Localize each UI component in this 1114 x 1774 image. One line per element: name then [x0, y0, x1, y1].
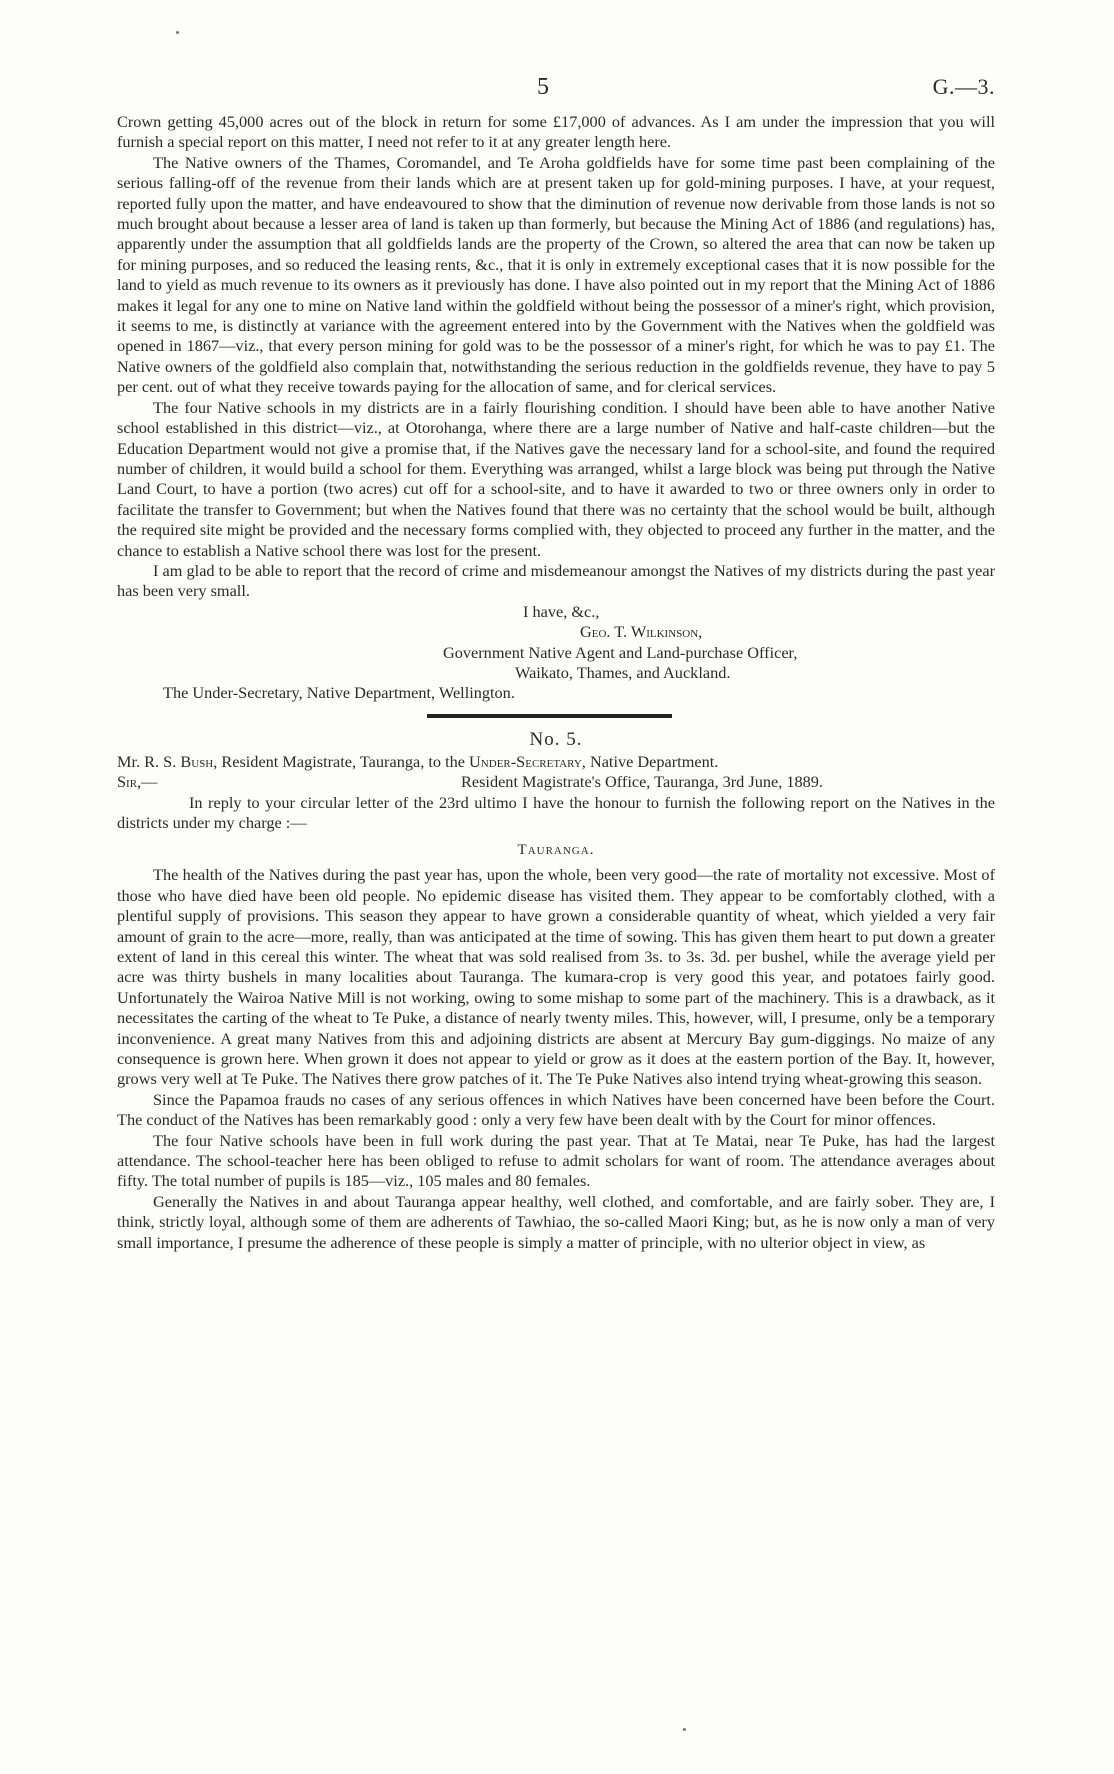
salutation-row [117, 772, 995, 792]
document-reference: G.—3. [932, 74, 995, 99]
letter-from-line [117, 752, 995, 772]
from-name: Bush [180, 751, 214, 771]
salutation: Sir,— [117, 772, 158, 792]
page-number: 5 [537, 74, 549, 100]
paragraph-reply: In reply to your circular letter of the 23rd ultimo I have the honour to furnish the following report on the Natives in the districts under my charge :— [117, 792, 995, 832]
closing: I have, &c., [523, 601, 600, 621]
addressee: The Under-Secretary, Native Department, Wellington. [163, 683, 515, 703]
scan-speck [176, 31, 179, 34]
text-column [117, 112, 995, 1253]
scan-speck [683, 1728, 686, 1731]
from-suffix: , Native Department. [581, 751, 719, 771]
dateline: Resident Magistrate's Office, Tauranga, 3rd June, 1889. [461, 772, 824, 792]
page-header [117, 74, 995, 104]
paragraph-native-schools: The four Native schools in my districts are in a fairly flourishing condition. I should have been able to have another Native school established in this district—viz., at Otorohanga, where there are a large number of Native and half-caste children—but the Education Department would not give a promise that, if the Natives gave the necessary land for a school-site, and found the required number of children, it would build a school for them. Everything was arranged, whilst a large block was being put through the Native Land Court, to have a portion (two acres) cut off for a school-site, and to have it awarded to two or three owners only in order to facilitate the transfer to Government; but when the Natives found that there was no certainty that the school would be built, although the required site might be provided and the necessary forms complied with, they objected to proceed any further in the matter, and the chance to establish a Native school there was lost for the present. [117, 397, 995, 560]
paragraph-health: The health of the Natives during the past year has, upon the whole, been very good—the rate of mortality not excessive. Most of those who have died have been old people. No epidemic disease has visited them. They appear to be comfortably clothed, with a plentiful supply of provisions. This season they appear to have grown a considerable quantity of wheat, which yielded a very fair amount of grain to the acre—more, really, than was anticipated at the time of sowing. This has given them heart to put down a greater extent of land in this cereal this winter. The wheat that was sold realised from 3s. to 3s. 3d. per bushel, while the average yield per acre was thirty bushels in many localities about Tauranga. The kumara-crop is very good this year, and potatoes fairly good. Unfortunately the Wairoa Native Mill is not working, owing to some mishap to some part of the machinery. This is a drawback, as it necessitates the carting of the wheat to Te Puke, a distance of nearly twenty miles. This, however, will, I presume, only be a temporary inconvenience. A great many Natives from this and adjoining districts are absent at Mercury Bay gum-diggings. No maize of any consequence is grown here. When grown it does not appear to yield or grow as it does at the eastern portion of the Bay. It, however, grows very well at Te Puke. The Natives there grow patches of it. The Te Puke Natives also intend trying wheat-growing this season. [117, 865, 995, 1089]
signatory-title: Government Native Agent and Land-purchase Officer, [443, 642, 798, 662]
paragraph-crime: I am glad to be able to report that the record of crime and misdemeanour amongst the Natives of my districts during the past year has been very small. [117, 560, 995, 601]
paragraph-intro: Crown getting 45,000 acres out of the block in return for some £17,000 of advances. As I am under the impression that you will furnish a special report on this matter, I need not refer to it at any greater length here. [117, 112, 995, 152]
from-prefix: Mr. R. S. [117, 751, 181, 771]
from-mid: , Resident Magistrate, Tauranga, to the [213, 751, 470, 771]
section-heading: No. 5. [529, 728, 583, 750]
signatory-name: Geo. T. Wilkinson, [580, 622, 703, 642]
section-divider [117, 704, 995, 728]
from-recipient: Under-Secretary [469, 751, 582, 771]
paragraph-schools-tauranga: The four Native schools have been in full work during the past year. That at Te Matai, near Te Puke, has had the largest attendance. The school-teacher here has been obliged to refuse to admit scholars for want of room. The attendance averages about fifty. The total number of pupils is 185—viz., 105 males and 80 females. [117, 1130, 995, 1191]
signature-block [117, 602, 995, 704]
divider-rule [427, 714, 672, 718]
signatory-districts: Waikato, Thames, and Auckland. [515, 662, 731, 682]
paragraph-loyalty: Generally the Natives in and about Tauranga appear healthy, well clothed, and comfortable, and are fairly sober. They are, I think, strictly loyal, although some of them are adherents of Tawhiao, the so-called Maori King; but, as he is now only a man of very small importance, I presume the adherence of these people is simply a matter of principle, with no ulterior object in view, as [117, 1191, 995, 1252]
paragraph-papamoa: Since the Papamoa frauds no cases of any serious offences in which Natives have been concerned have been before the Court. The conduct of the Natives has been remarkably good : only a very few have been dealt with by the Court for minor offences. [117, 1089, 995, 1130]
paragraph-goldfields: The Native owners of the Thames, Coromandel, and Te Aroha goldfields have for some time past been complaining of the serious falling-off of the revenue from their lands which are at present taken up for gold-mining purposes. I have, at your request, reported fully upon the matter, and have endeavoured to show that the diminution of revenue now derivable from those lands is not so much brought about because a lesser area of land is taken up than formerly, but because the Mining Act of 1886 (and regulations) has, apparently under the assumption that all goldfields lands are the property of the Crown, so altered the area that can now be taken up for mining purposes, and so reduced the leasing rents, &c., that it is only in extremely exceptional cases that it is now possible for the land to yield as much revenue to its owners as it previously has done. I have also pointed out in my report that the Mining Act of 1886 makes it legal for any one to mine on Native land within the goldfield without being the possessor of a miner's right, which provision, it seems to me, is distinctly at variance with the agreement entered into by the Government with the Natives when the goldfield was opened in 1867—viz., that every person mining for gold was to be the possessor of a miner's right, for which he was to pay £1. The Native owners of the goldfield also complain that, notwithstanding the serious reduction in the goldfields revenue, they have to pay 5 per cent. out of what they receive towards paying for the allocation of same, and for clerical services. [117, 152, 995, 397]
subheading-tauranga: Tauranga. [517, 842, 595, 859]
